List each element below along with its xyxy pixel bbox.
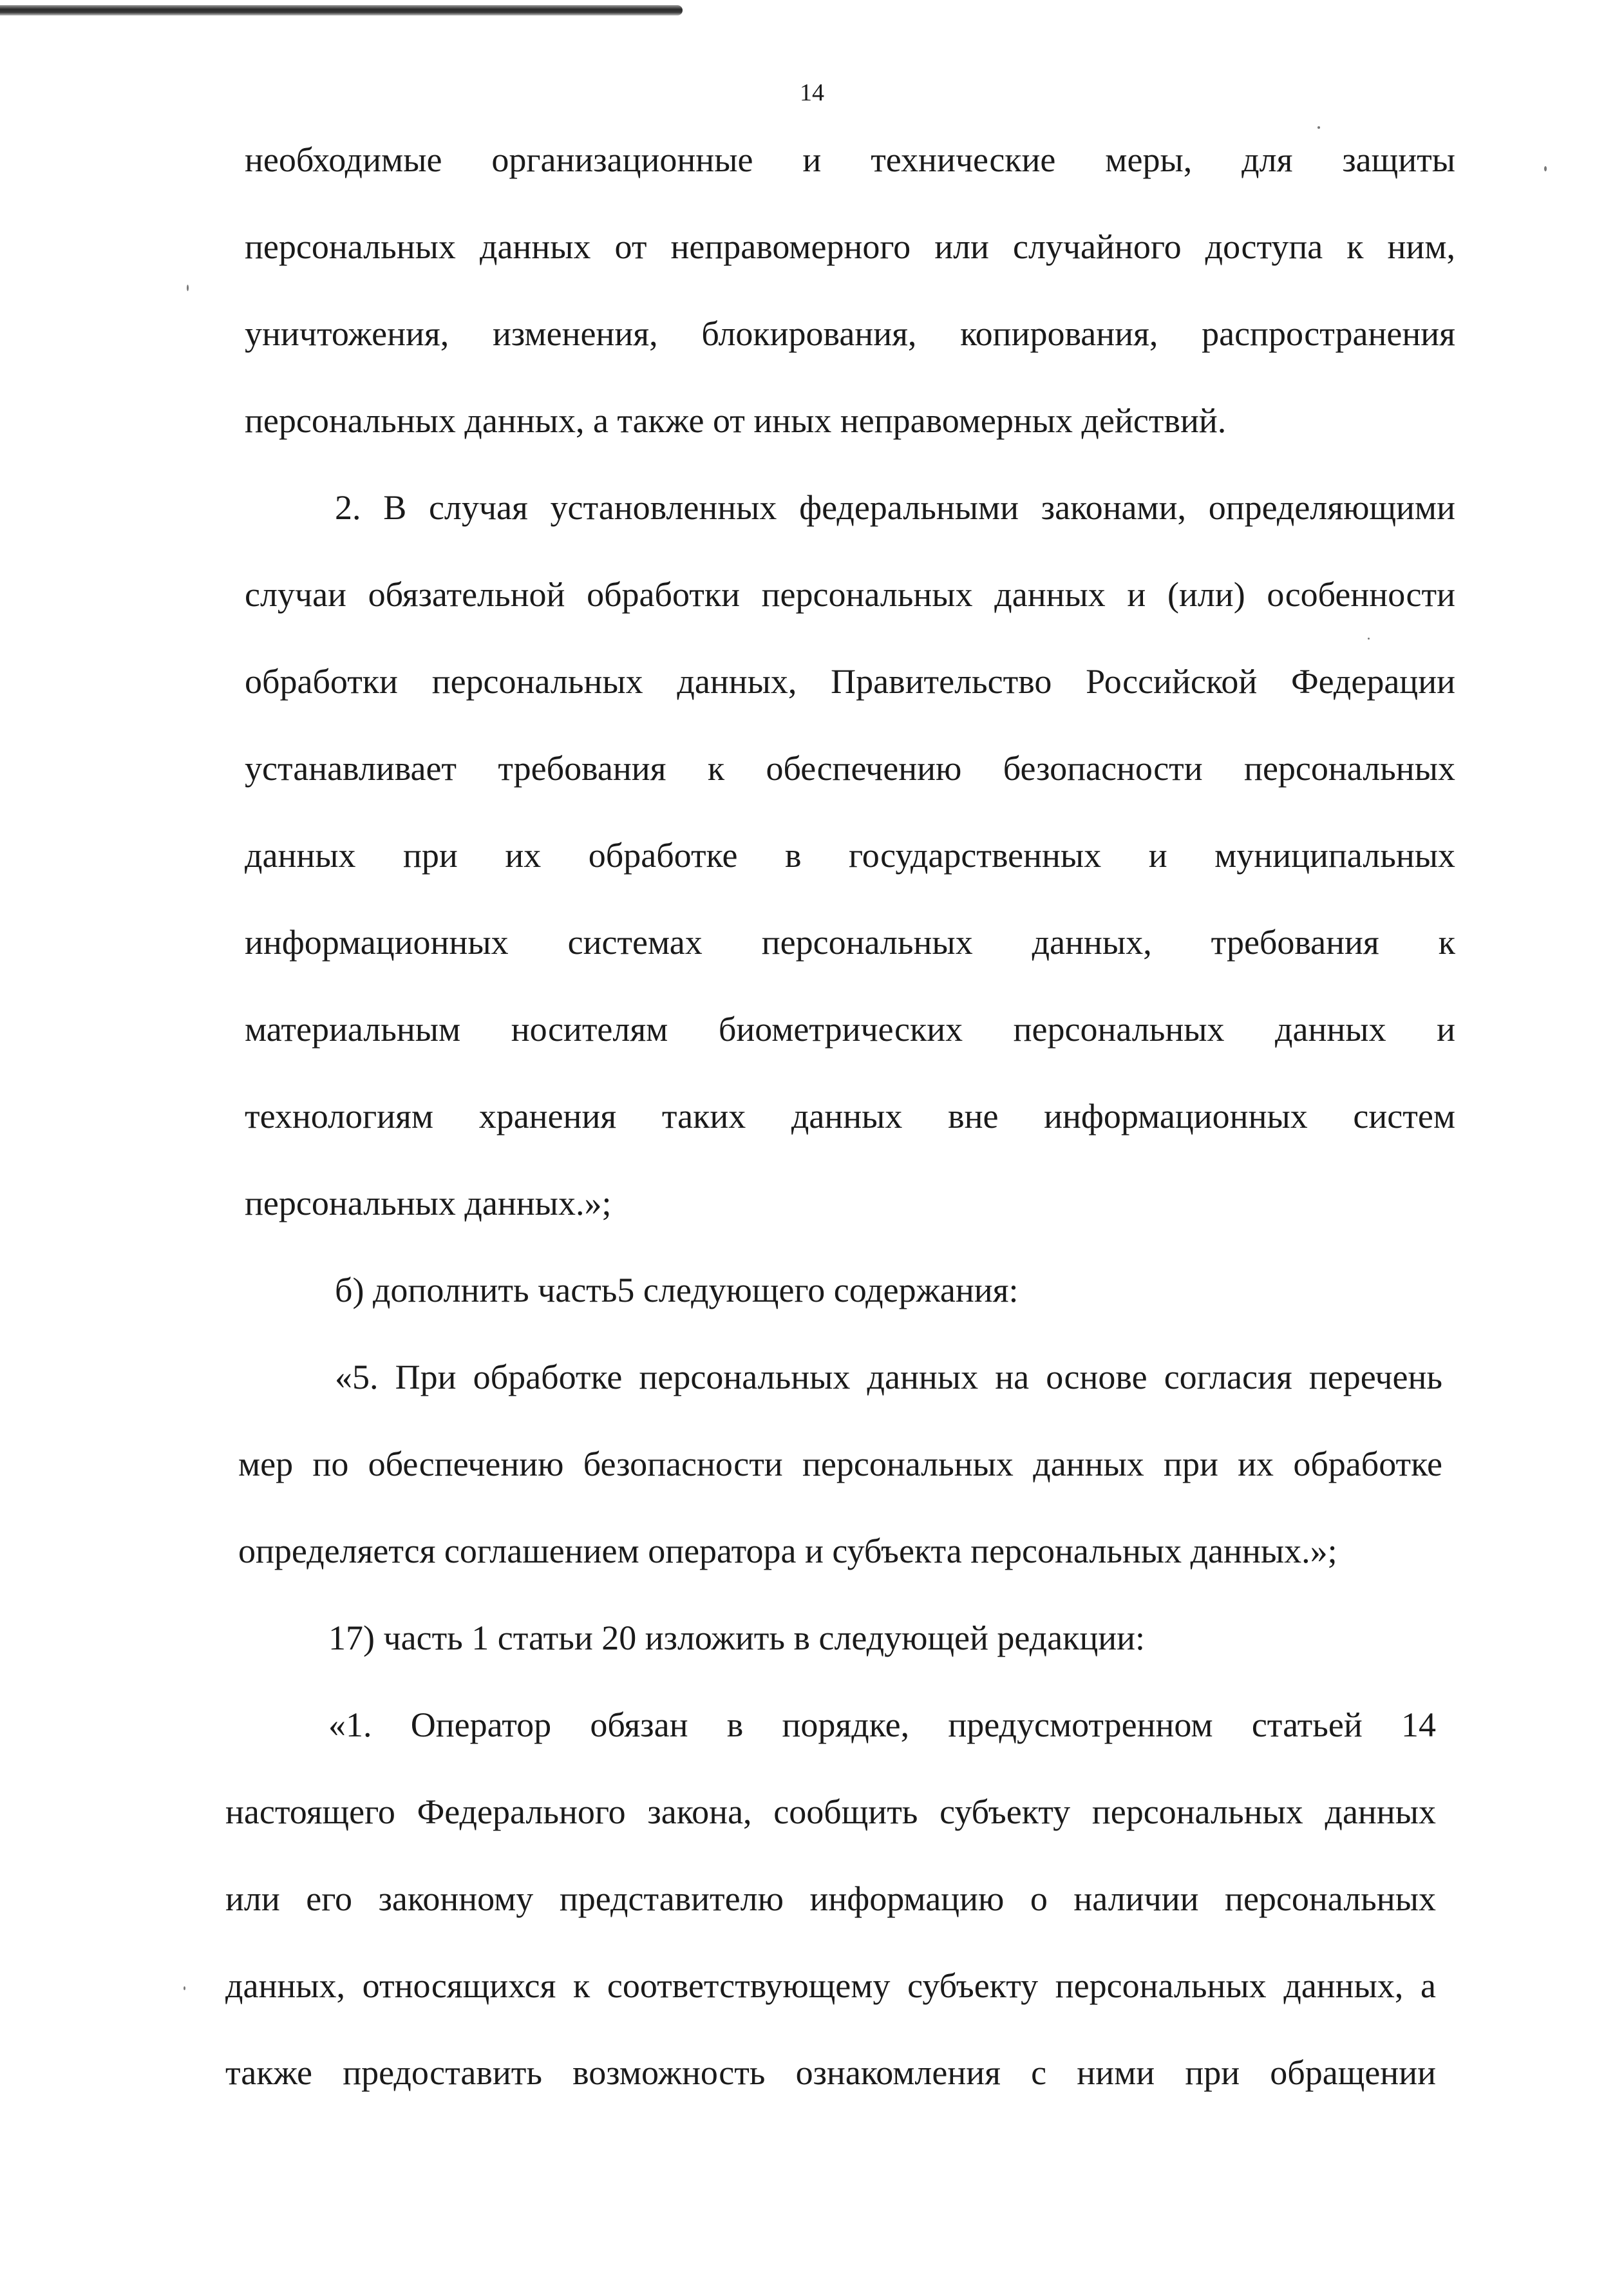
text-line: материальным носителям биометрических персональных данных и <box>245 1010 1455 1049</box>
page-number: 14 <box>800 79 824 106</box>
text-line: персональных данных, а также от иных неправомерных действий. <box>245 401 1227 440</box>
text-line: определяется соглашением оператора и субъекта персональных данных.»; <box>238 1532 1337 1570</box>
text-line: персональных данных от неправомерного или случайного доступа к ним, <box>245 227 1455 266</box>
scan-speck <box>1368 638 1370 640</box>
text-line: «5. При обработке персональных данных на основе согласия перечень <box>335 1358 1442 1396</box>
scan-edge-bar <box>0 5 683 15</box>
text-line: также предоставить возможность ознакомления с ними при обращении <box>225 2053 1436 2092</box>
text-line: персональных данных.»; <box>245 1184 612 1222</box>
text-line: или его законному представителю информацию о наличии персональных <box>225 1879 1436 1918</box>
text-line: устанавливает требования к обеспечению безопасности персональных <box>245 749 1455 788</box>
text-line: «1. Оператор обязан в порядке, предусмотренном статьей 14 <box>328 1706 1436 1744</box>
text-line: мер по обеспечению безопасности персональных данных при их обработке <box>238 1445 1442 1483</box>
text-line: информационных системах персональных данных, требования к <box>245 923 1455 962</box>
text-line: 2. В случая установленных федеральными законами, определяющими <box>335 488 1455 527</box>
text-line: необходимые организационные и технические меры, для защиты <box>245 140 1455 179</box>
text-line: данных при их обработке в государственных и муниципальных <box>245 836 1455 875</box>
scan-speck <box>184 1986 185 1990</box>
scan-speck <box>1317 126 1320 129</box>
text-line: обработки персональных данных, Правительство Российской Федерации <box>245 662 1455 701</box>
text-line: технологиям хранения таких данных вне информационных систем <box>245 1097 1455 1136</box>
text-line: 17) часть 1 статьи 20 изложить в следующей редакции: <box>328 1619 1146 1657</box>
text-line: настоящего Федерального закона, сообщить субъекту персональных данных <box>225 1792 1436 1831</box>
scan-speck <box>1544 166 1547 171</box>
text-line: уничтожения, изменения, блокирования, копирования, распространения <box>245 314 1455 353</box>
text-line: случаи обязательной обработки персональных данных и (или) особенности <box>245 575 1455 614</box>
scan-speck <box>187 285 189 291</box>
text-line: данных, относящихся к соответствующему субъекту персональных данных, а <box>225 1966 1436 2005</box>
text-line: б) дополнить часть5 следующего содержания: <box>335 1271 1019 1309</box>
